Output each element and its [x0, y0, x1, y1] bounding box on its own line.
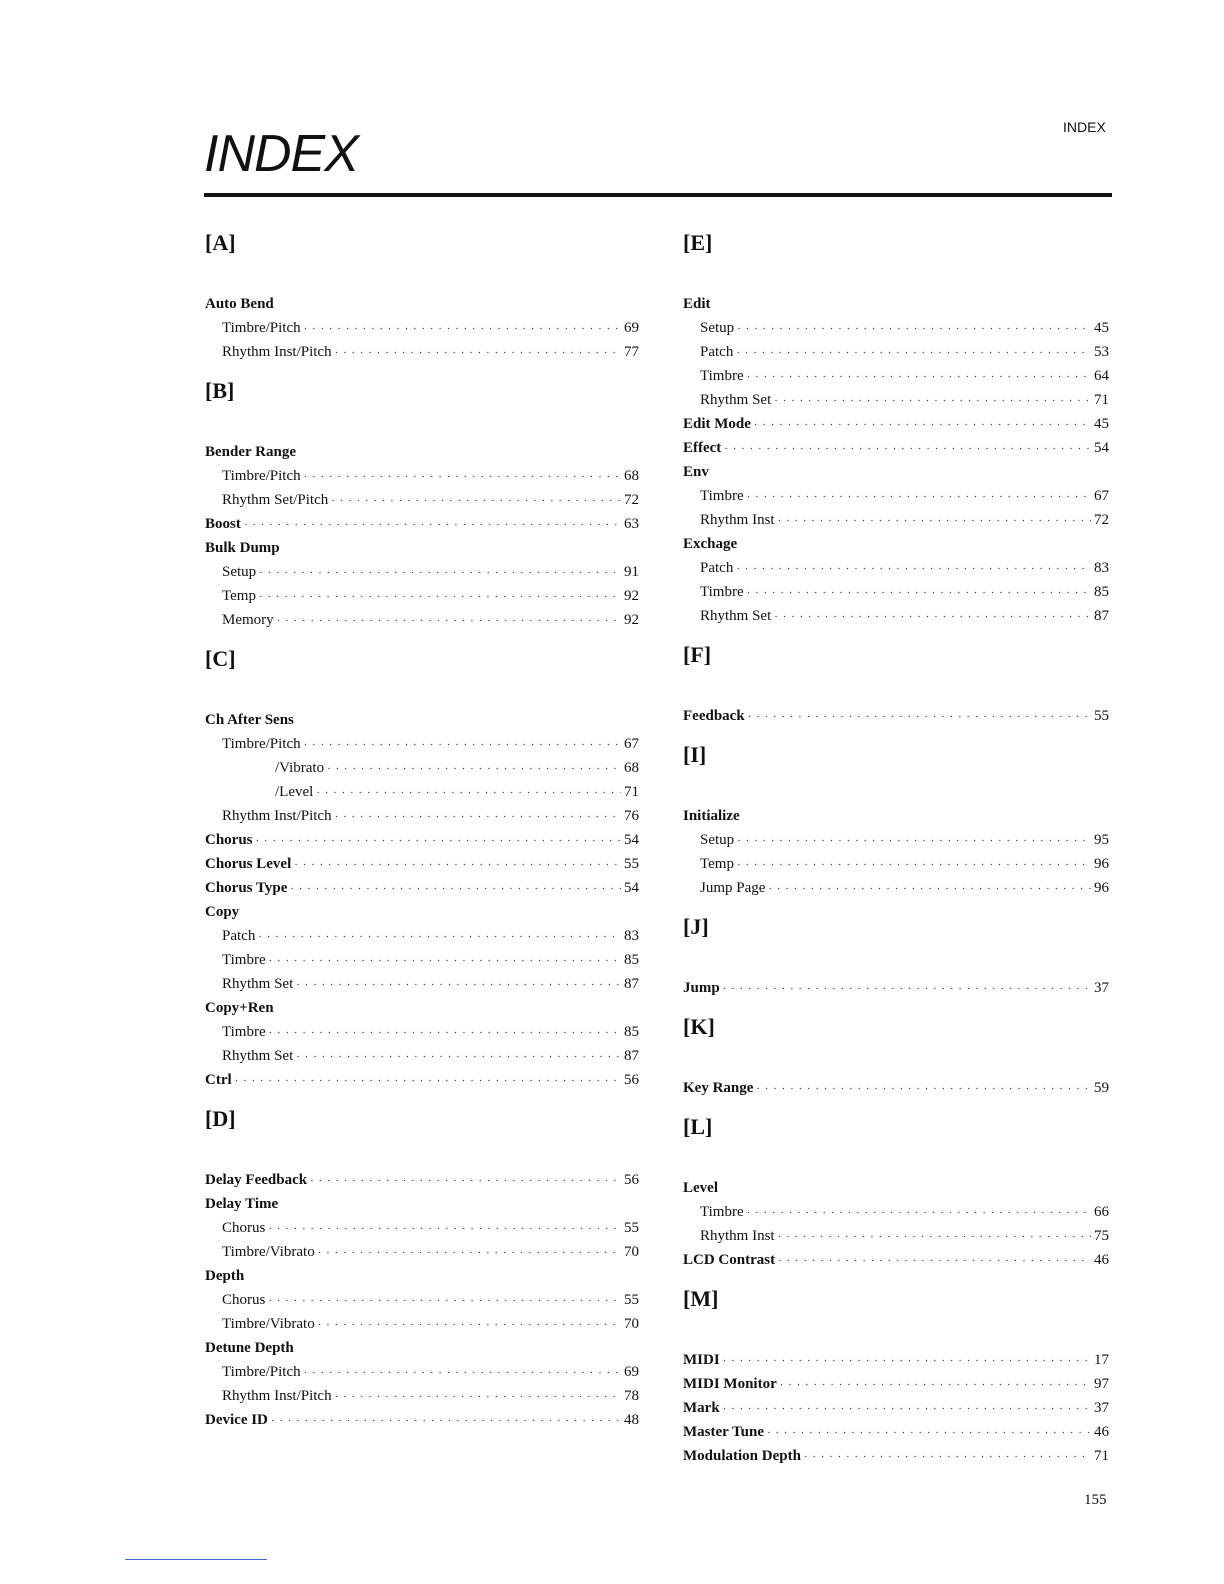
entry-term: Rhythm Set — [222, 1048, 294, 1064]
index-entry — [205, 1360, 639, 1384]
index-entry — [205, 584, 639, 608]
section-letter-heading: [K] — [683, 1014, 715, 1039]
entry-page-number: 71 — [1094, 392, 1109, 408]
entry-page-number: 46 — [1094, 1252, 1109, 1268]
entry-term: Rhythm Inst — [700, 1228, 775, 1244]
entry-term: Edit Mode — [683, 416, 751, 432]
dot-leader — [747, 1201, 1091, 1225]
dot-leader — [748, 705, 1091, 729]
index-entry — [683, 976, 1109, 1000]
entry-term: Rhythm Set — [700, 608, 772, 624]
entry-term: Copy+Ren — [205, 1000, 274, 1016]
section-letter-heading: [E] — [683, 230, 713, 255]
index-entry — [205, 292, 639, 316]
index-entry — [205, 924, 639, 948]
dot-leader — [290, 877, 621, 901]
index-entry — [205, 536, 639, 560]
entry-page-number: 91 — [624, 564, 639, 580]
entry-term: Rhythm Inst — [700, 512, 775, 528]
dot-leader — [294, 853, 621, 877]
index-entry — [683, 852, 1109, 876]
index-entry — [683, 364, 1109, 388]
entry-page-number: 78 — [624, 1388, 639, 1404]
entry-term: Temp — [700, 856, 734, 872]
entry-page-number: 53 — [1094, 344, 1109, 360]
entry-term: Chorus — [222, 1292, 266, 1308]
entry-page-number: 85 — [624, 952, 639, 968]
dot-leader — [768, 877, 1091, 901]
index-entry — [205, 804, 639, 828]
dot-leader — [259, 585, 621, 609]
section-letter-heading: [A] — [205, 230, 236, 255]
index-entry — [683, 460, 1109, 484]
index-entry — [205, 340, 639, 364]
index-entry — [205, 440, 639, 464]
page-number: 155 — [1084, 1492, 1107, 1508]
entry-page-number: 48 — [624, 1412, 639, 1428]
entry-term: Timbre — [700, 1204, 744, 1220]
index-entry — [205, 1408, 639, 1432]
index-entry — [205, 828, 639, 852]
entry-page-number: 55 — [1094, 708, 1109, 724]
entry-term: Mark — [683, 1400, 720, 1416]
dot-leader — [271, 1409, 621, 1433]
entry-page-number: 66 — [1094, 1204, 1109, 1220]
entry-page-number: 72 — [624, 492, 639, 508]
entry-term: Ch After Sens — [205, 712, 294, 728]
index-entry — [205, 1288, 639, 1312]
index-entry — [683, 1444, 1109, 1468]
dot-leader — [296, 1045, 621, 1069]
dot-leader — [304, 317, 621, 341]
entry-page-number: 59 — [1094, 1080, 1109, 1096]
entry-term: Bulk Dump — [205, 540, 280, 556]
dot-leader — [304, 1361, 621, 1385]
dot-leader — [767, 1421, 1091, 1445]
dot-leader — [331, 489, 621, 513]
entry-term: /Vibrato — [275, 760, 325, 776]
index-entry — [683, 1348, 1109, 1372]
entry-page-number: 95 — [1094, 832, 1109, 848]
entry-term: /Level — [275, 784, 314, 800]
entry-term: Exchage — [683, 536, 738, 552]
index-entry — [205, 1264, 639, 1288]
dot-leader — [747, 365, 1091, 389]
dot-leader — [778, 1249, 1091, 1273]
entry-term: Jump — [683, 980, 720, 996]
entry-term: Env — [683, 464, 709, 480]
dot-leader — [774, 605, 1091, 629]
entry-term: Detune Depth — [205, 1340, 294, 1356]
entry-page-number: 83 — [1094, 560, 1109, 576]
entry-term: Memory — [222, 612, 274, 628]
index-entry — [683, 388, 1109, 412]
entry-term: Chorus Type — [205, 880, 288, 896]
index-entry — [205, 876, 639, 900]
index-entry — [205, 1192, 639, 1216]
index-entry — [205, 1312, 639, 1336]
index-entry — [683, 532, 1109, 556]
index-entry — [683, 876, 1109, 900]
entry-term: Key Range — [683, 1080, 754, 1096]
entry-page-number: 63 — [624, 516, 639, 532]
index-entry — [205, 900, 639, 924]
section-letter-heading: [D] — [205, 1106, 236, 1131]
entry-page-number: 87 — [1094, 608, 1109, 624]
index-entry — [205, 1044, 639, 1068]
index-entry — [683, 704, 1109, 728]
dot-leader — [778, 1225, 1091, 1249]
entry-term: Timbre — [700, 584, 744, 600]
entry-page-number: 55 — [624, 856, 639, 872]
index-entry — [205, 756, 639, 780]
entry-term: Delay Time — [205, 1196, 279, 1212]
dot-leader — [747, 581, 1091, 605]
entry-term: Level — [683, 1180, 718, 1196]
entry-term: Boost — [205, 516, 241, 532]
entry-term: Effect — [683, 440, 722, 456]
index-entry — [683, 1176, 1109, 1200]
index-entry — [205, 1336, 639, 1360]
entry-page-number: 70 — [624, 1316, 639, 1332]
index-entry — [683, 556, 1109, 580]
index-entry — [205, 780, 639, 804]
entry-page-number: 92 — [624, 612, 639, 628]
entry-page-number: 17 — [1094, 1352, 1109, 1368]
entry-page-number: 68 — [624, 468, 639, 484]
index-entry — [683, 412, 1109, 436]
entry-page-number: 54 — [624, 880, 639, 896]
dot-leader — [259, 561, 621, 585]
index-entry — [683, 828, 1109, 852]
dot-leader — [804, 1445, 1091, 1469]
entry-page-number: 54 — [1094, 440, 1109, 456]
entry-page-number: 68 — [624, 760, 639, 776]
entry-term: Timbre — [700, 488, 744, 504]
entry-page-number: 70 — [624, 1244, 639, 1260]
dot-leader — [335, 1385, 621, 1409]
index-entry — [205, 1068, 639, 1092]
index-entry — [683, 340, 1109, 364]
entry-term: Rhythm Set — [222, 976, 294, 992]
dot-leader — [737, 317, 1091, 341]
entry-term: Rhythm Set/Pitch — [222, 492, 329, 508]
index-entry — [205, 560, 639, 584]
entry-term: Rhythm Inst/Pitch — [222, 344, 332, 360]
dot-leader — [778, 509, 1091, 533]
index-entry — [205, 1168, 639, 1192]
entry-term: Timbre/Pitch — [222, 736, 301, 752]
index-entry — [205, 996, 639, 1020]
index-entry — [683, 604, 1109, 628]
dot-leader — [754, 413, 1091, 437]
entry-page-number: 67 — [624, 736, 639, 752]
entry-page-number: 96 — [1094, 856, 1109, 872]
dot-leader — [736, 557, 1091, 581]
entry-term: Depth — [205, 1268, 245, 1284]
section-letter-heading: [C] — [205, 646, 236, 671]
section-letter-heading: [I] — [683, 742, 707, 767]
entry-term: Jump Page — [700, 880, 766, 896]
entry-term: Timbre — [700, 368, 744, 384]
index-entry — [205, 972, 639, 996]
dot-leader — [723, 1397, 1091, 1421]
entry-term: Timbre/Pitch — [222, 1364, 301, 1380]
entry-term: Ctrl — [205, 1072, 232, 1088]
index-entry — [683, 1076, 1109, 1100]
entry-page-number: 92 — [624, 588, 639, 604]
entry-page-number: 97 — [1094, 1376, 1109, 1392]
entry-page-number: 67 — [1094, 488, 1109, 504]
index-entry — [683, 316, 1109, 340]
index-entry — [205, 732, 639, 756]
dot-leader — [268, 1289, 621, 1313]
index-entry — [683, 804, 1109, 828]
entry-term: Timbre/Pitch — [222, 468, 301, 484]
entry-page-number: 37 — [1094, 1400, 1109, 1416]
entry-term: Timbre/Pitch — [222, 320, 301, 336]
entry-term: Modulation Depth — [683, 1448, 801, 1464]
entry-term: Setup — [700, 832, 735, 848]
entry-page-number: 96 — [1094, 880, 1109, 896]
dot-leader — [737, 829, 1091, 853]
dot-leader — [327, 757, 621, 781]
entry-term: Initialize — [683, 808, 740, 824]
entry-page-number: 56 — [624, 1172, 639, 1188]
entry-page-number: 71 — [624, 784, 639, 800]
entry-page-number: 87 — [624, 976, 639, 992]
entry-term: Chorus — [205, 832, 253, 848]
index-entry — [683, 1224, 1109, 1248]
dot-leader — [318, 1313, 621, 1337]
dot-leader — [296, 973, 621, 997]
entry-page-number: 37 — [1094, 980, 1109, 996]
index-entry — [683, 436, 1109, 460]
entry-term: MIDI Monitor — [683, 1376, 777, 1392]
index-entry — [205, 708, 639, 732]
entry-term: Timbre/Vibrato — [222, 1316, 315, 1332]
entry-page-number: 54 — [624, 832, 639, 848]
index-entry — [205, 1216, 639, 1240]
index-entry — [205, 512, 639, 536]
dot-leader — [736, 341, 1091, 365]
entry-term: Setup — [222, 564, 257, 580]
entry-term: Timbre/Vibrato — [222, 1244, 315, 1260]
entry-page-number: 45 — [1094, 416, 1109, 432]
index-entry — [683, 1420, 1109, 1444]
index-entry — [683, 1372, 1109, 1396]
entry-term: Copy — [205, 904, 240, 920]
entry-term: Auto Bend — [205, 296, 274, 312]
entry-term: Rhythm Set — [700, 392, 772, 408]
entry-page-number: 45 — [1094, 320, 1109, 336]
dot-leader — [269, 1021, 621, 1045]
dot-leader — [304, 733, 621, 757]
entry-page-number: 56 — [624, 1072, 639, 1088]
entry-page-number: 72 — [1094, 512, 1109, 528]
index-entry — [205, 1020, 639, 1044]
entry-term: Temp — [222, 588, 256, 604]
entry-term: Feedback — [683, 708, 745, 724]
index-entry — [683, 484, 1109, 508]
entry-term: Delay Feedback — [205, 1172, 308, 1188]
entry-page-number: 85 — [1094, 584, 1109, 600]
dot-leader — [304, 465, 621, 489]
entry-term: Bender Range — [205, 444, 296, 460]
entry-term: Edit — [683, 296, 711, 312]
entry-page-number: 76 — [624, 808, 639, 824]
dot-leader — [756, 1077, 1091, 1101]
dot-leader — [244, 513, 621, 537]
dot-leader — [256, 829, 621, 853]
index-entry — [205, 948, 639, 972]
entry-page-number: 83 — [624, 928, 639, 944]
page-title: INDEX — [204, 125, 358, 183]
entry-page-number: 71 — [1094, 1448, 1109, 1464]
entry-term: Device ID — [205, 1412, 268, 1428]
section-letter-heading: [F] — [683, 642, 712, 667]
entry-term: Patch — [222, 928, 256, 944]
index-entry — [683, 1200, 1109, 1224]
entry-term: Chorus — [222, 1220, 266, 1236]
entry-page-number: 77 — [624, 344, 639, 360]
dot-leader — [335, 805, 621, 829]
entry-page-number: 55 — [624, 1220, 639, 1236]
entry-term: Patch — [700, 560, 734, 576]
dot-leader — [277, 609, 621, 633]
section-letter-heading: [M] — [683, 1286, 719, 1311]
entry-page-number: 87 — [624, 1048, 639, 1064]
running-header: INDEX — [1063, 119, 1106, 135]
index-column-left — [205, 218, 639, 1432]
index-entry — [205, 316, 639, 340]
section-letter-heading: [J] — [683, 914, 709, 939]
dot-leader — [724, 437, 1091, 461]
entry-page-number: 75 — [1094, 1228, 1109, 1244]
index-entry — [205, 488, 639, 512]
index-entry — [205, 1240, 639, 1264]
index-entry — [205, 1384, 639, 1408]
dot-leader — [747, 485, 1091, 509]
dot-leader — [318, 1241, 621, 1265]
entry-term: Setup — [700, 320, 735, 336]
index-entry — [683, 580, 1109, 604]
section-letter-heading: [L] — [683, 1114, 713, 1139]
entry-term: Patch — [700, 344, 734, 360]
entry-page-number: 69 — [624, 320, 639, 336]
entry-term: Timbre — [222, 952, 266, 968]
dot-leader — [258, 925, 621, 949]
index-entry — [205, 608, 639, 632]
entry-page-number: 55 — [624, 1292, 639, 1308]
dot-leader — [723, 1349, 1091, 1373]
dot-leader — [780, 1373, 1091, 1397]
index-entry — [205, 464, 639, 488]
dot-leader — [723, 977, 1091, 1001]
entry-page-number: 46 — [1094, 1424, 1109, 1440]
dot-leader — [737, 853, 1091, 877]
dot-leader — [268, 1217, 621, 1241]
index-entry — [683, 1396, 1109, 1420]
entry-term: Rhythm Inst/Pitch — [222, 1388, 332, 1404]
dot-leader — [774, 389, 1091, 413]
title-rule — [204, 193, 1112, 197]
entry-term: Timbre — [222, 1024, 266, 1040]
entry-term: Rhythm Inst/Pitch — [222, 808, 332, 824]
entry-page-number: 69 — [624, 1364, 639, 1380]
entry-term: Chorus Level — [205, 856, 292, 872]
entry-page-number: 64 — [1094, 368, 1109, 384]
index-entry — [683, 508, 1109, 532]
entry-page-number: 85 — [624, 1024, 639, 1040]
index-entry — [205, 852, 639, 876]
dot-leader — [310, 1169, 621, 1193]
entry-term: MIDI — [683, 1352, 720, 1368]
entry-term: LCD Contrast — [683, 1252, 776, 1268]
footer-rule — [125, 1559, 267, 1560]
section-letter-heading: [B] — [205, 378, 235, 403]
dot-leader — [316, 781, 621, 805]
index-entry — [683, 292, 1109, 316]
entry-term: Master Tune — [683, 1424, 764, 1440]
dot-leader — [335, 341, 621, 365]
dot-leader — [269, 949, 621, 973]
index-entry — [683, 1248, 1109, 1272]
dot-leader — [235, 1069, 621, 1093]
index-column-right — [683, 218, 1109, 1468]
